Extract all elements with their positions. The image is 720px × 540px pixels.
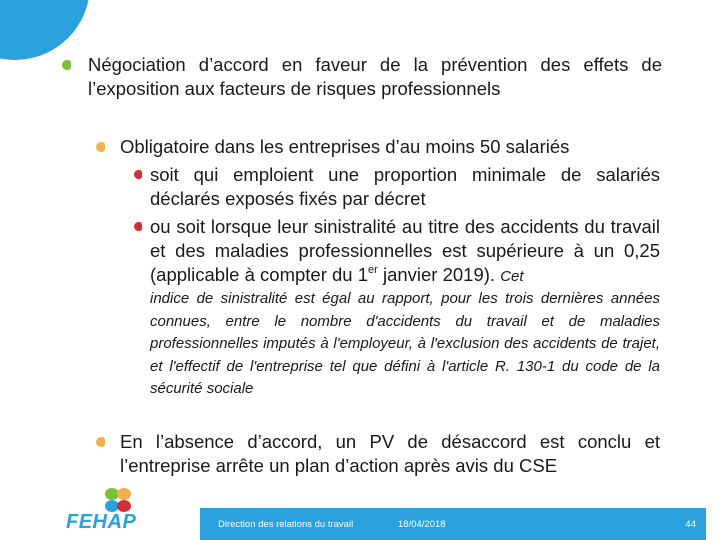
subsub-bullet-text: soit qui emploient une proportion minimale de salariés déclarés exposés fixés par décret	[150, 164, 660, 209]
sub-bullet-text: En l’absence d’accord, un PV de désaccord est conclu et l’entreprise arrête un plan d’action après avis du CSE	[120, 431, 660, 476]
bullet-marker-orange	[96, 142, 105, 152]
footer-date: 18/04/2018	[398, 519, 446, 530]
subsub-bullet-text-part: janvier 2019).	[377, 264, 496, 285]
page-number: 44	[685, 519, 696, 530]
bullet-marker-green	[62, 60, 71, 70]
bullet-marker-orange	[96, 437, 105, 447]
bullet-marker-red	[134, 222, 142, 231]
logo-text: FEHAP	[66, 511, 137, 533]
footer-department: Direction des relations du travail	[218, 519, 354, 530]
subsub-bullet-text	[150, 215, 660, 289]
sub-bullet-text: Obligatoire dans les entreprises d’au moins 50 salariés	[120, 136, 570, 157]
main-bullet-text: Négociation d’accord en faveur de la prévention des effets de l’exposition aux facteurs de risques professionnels	[88, 54, 662, 99]
corner-decoration	[0, 0, 90, 60]
bullet-marker-red	[134, 170, 142, 179]
ordinal-superscript: er	[368, 264, 378, 276]
fehap-logo	[62, 484, 192, 534]
note-italic-text: indice de sinistralité est égal au rapport, pour les trois dernières années connues, entre le nombre d'accidents du travail et de maladies professionnelles imputés à l'employeur, à l'exclusion des accidents de trajet, et l'effectif de l'entreprise tel que défini à l'article R. 130-1 du code de la sécurité sociale	[150, 290, 660, 397]
note-italic-start: Cet	[500, 268, 524, 285]
footer	[0, 502, 720, 540]
subsub-bullet-text-part: ou soit lorsque leur sinistralité au titre des accidents du travail et des maladies professionnelles est supérieure à un 0,25 (applicable à compter du 1	[150, 216, 660, 285]
